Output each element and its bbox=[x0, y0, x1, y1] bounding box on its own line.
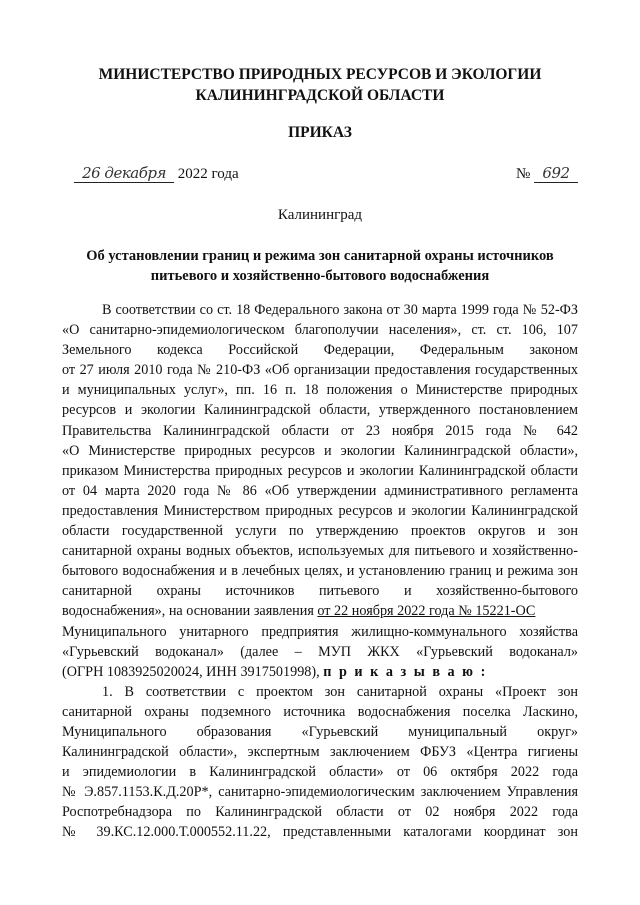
body-line: Правительства Калининградской области от 23 ноября 2015 года № 642 bbox=[62, 422, 578, 439]
handwritten-date: 26 декабря bbox=[74, 164, 174, 183]
body-line: Калининградской области», экспертным заключением ФБУЗ «Центра гигиены bbox=[62, 744, 578, 761]
body-line: от 04 марта 2020 года № 86 «Об утверждении административного регламента bbox=[62, 482, 578, 499]
order-word: п р и к а з ы в а ю : bbox=[323, 663, 488, 680]
body-line: приказом Министерства природных ресурсов и экологии Калининградской области bbox=[62, 462, 578, 479]
order-number bbox=[516, 164, 578, 183]
body-line: Муниципального унитарного предприятия жилищно-коммунального хозяйства bbox=[62, 623, 578, 640]
ministry-heading bbox=[0, 64, 640, 106]
body-line: 1. В соответствии с проектом зон санитарной охраны «Проект зон bbox=[102, 683, 578, 700]
application-reference: от 22 ноября 2022 года № 15221-ОС bbox=[317, 603, 536, 620]
ministry-line-2: КАЛИНИНГРАДСКОЙ ОБЛАСТИ bbox=[195, 87, 445, 104]
handwritten-number: 692 bbox=[534, 164, 578, 183]
body-line: Земельного кодекса Российской Федерации, Федеральным законом bbox=[62, 342, 578, 359]
date-year: 2022 года bbox=[177, 166, 239, 182]
body-line: области государственной услуги по утверждению проектов округов и зон bbox=[62, 523, 578, 540]
body-line: санитарной охраны водных объектов, используемых для питьевого и хозяйственно- bbox=[62, 543, 578, 560]
ministry-line-1: МИНИСТЕРСТВО ПРИРОДНЫХ РЕСУРСОВ И ЭКОЛОГИИ bbox=[98, 66, 542, 83]
number-prefix: № bbox=[515, 166, 531, 182]
body-line: предоставления Министерством природных ресурсов и экологии Калининградской bbox=[62, 502, 578, 519]
order-subject bbox=[40, 246, 600, 286]
body-line: санитарной охраны источников питьевого и хозяйственно-бытового bbox=[62, 583, 578, 600]
body-line: санитарной охраны подземного источника водоснабжения поселка Ласкино, bbox=[62, 703, 578, 720]
body-line-application bbox=[62, 601, 578, 621]
body-line: и эпидемиологии в Калининградской области» от 06 октября 2022 года bbox=[62, 764, 578, 781]
order-title: ПРИКАЗ bbox=[288, 124, 352, 141]
body-line: от 27 июля 2010 года № 210-ФЗ «Об организации предоставления государственных bbox=[62, 362, 578, 379]
body-line: № 39.КС.12.000.Т.000552.11.22, представленными каталогами координат зон bbox=[62, 824, 578, 841]
order-body bbox=[62, 300, 578, 843]
body-line: и муниципальных услуг», пп. 16 п. 18 положения о Министерстве природных bbox=[62, 382, 578, 399]
date-number-row bbox=[62, 164, 578, 188]
subject-line-2: питьевого и хозяйственно-бытового водоснабжения bbox=[150, 268, 490, 284]
body-line-text: (ОГРН 1083925020024, ИНН 3917501998), bbox=[62, 663, 320, 680]
body-line: Муниципального образования «Гурьевский муниципальный округ» bbox=[62, 723, 578, 740]
order-date bbox=[74, 164, 239, 183]
body-line: бытового водоснабжения и в лечебных целях, и установлению границ и режима зон bbox=[62, 563, 578, 580]
subject-line-1: Об установлении границ и режима зон санитарной охраны источников bbox=[86, 248, 554, 264]
body-line: В соответствии со ст. 18 Федерального закона от 30 марта 1999 года № 52-ФЗ bbox=[102, 302, 578, 318]
body-line: Роспотребнадзора по Калининградской области от 02 ноября 2022 года bbox=[62, 804, 578, 821]
body-line: «Гурьевский водоканал» (далее – МУП ЖКХ «Гурьевский водоканал» bbox=[62, 643, 578, 660]
body-line-text: водоснабжения», на основании заявления bbox=[62, 603, 314, 620]
body-line: «О Министерстве природных ресурсов и экологии Калининградской области», bbox=[62, 442, 578, 459]
city-name: Калининград bbox=[277, 207, 363, 223]
body-line-order bbox=[62, 662, 578, 682]
body-line: «О санитарно-эпидемиологическом благополучии населения», ст. ст. 106, 107 bbox=[62, 322, 578, 339]
body-line: № Э.857.1153.К.Д.20Р*, санитарно-эпидемиологическим заключением Управления bbox=[62, 784, 578, 801]
body-line: ресурсов и экологии Калининградской области, утвержденного постановлением bbox=[62, 402, 578, 419]
